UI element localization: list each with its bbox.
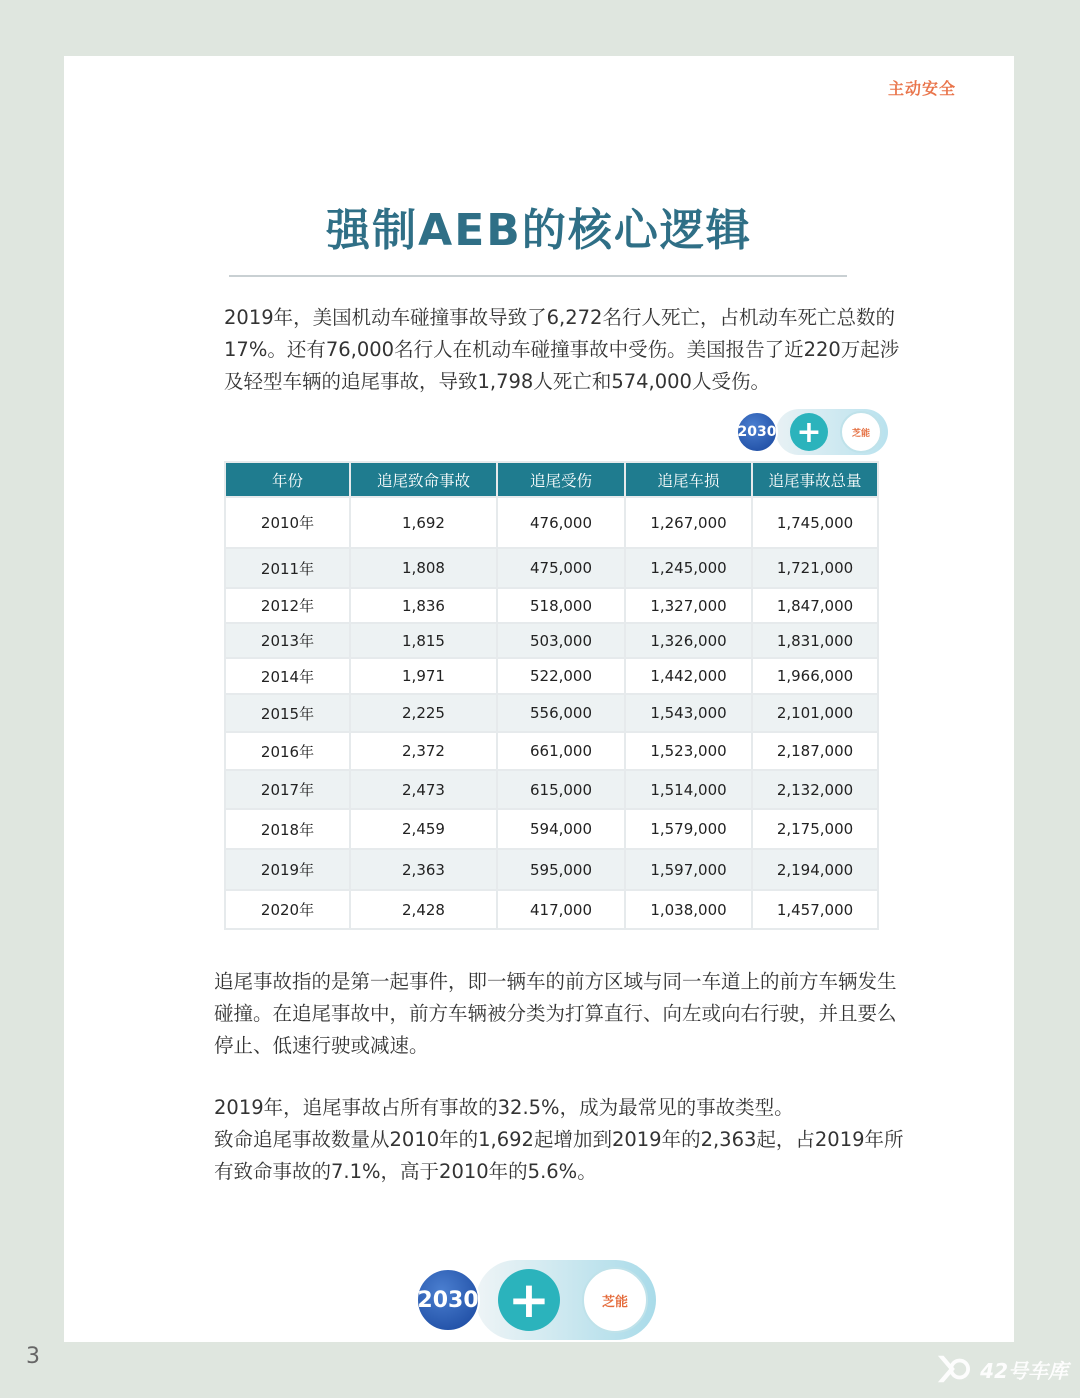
table-cell: 1,971 [351, 659, 496, 693]
table-cell: 1,847,000 [753, 589, 877, 622]
table-row [226, 498, 877, 547]
table-cell: 2019年 [226, 850, 349, 889]
definition-paragraph: 追尾事故指的是第一起事件，即一辆车的前方区域与同一车道上的前方车辆发生碰撞。在追尾事故中，前方车辆被分类为打算直行、向左或向右行驶，并且要么停止、低速行驶或减速。 [214, 970, 897, 1057]
table-cell: 2,225 [351, 695, 496, 731]
header-year: 年份 [226, 463, 349, 496]
table-cell: 1,543,000 [626, 695, 751, 731]
table-cell: 2020年 [226, 891, 349, 928]
table-cell: 1,327,000 [626, 589, 751, 622]
table-row [226, 589, 877, 622]
table-cell: 476,000 [498, 498, 624, 547]
table-cell: 1,836 [351, 589, 496, 622]
table-cell: 1,692 [351, 498, 496, 547]
logo-group-large [416, 1260, 648, 1340]
table-cell: 1,597,000 [626, 850, 751, 889]
table-header-row [226, 463, 877, 496]
table-cell: 2012年 [226, 589, 349, 622]
2030-logo-icon: 2030 [416, 1268, 480, 1332]
table-row [226, 771, 877, 808]
table-cell: 1,966,000 [753, 659, 877, 693]
2030-logo-icon: 2030 [736, 411, 778, 453]
table-cell: 475,000 [498, 549, 624, 587]
table-cell: 1,514,000 [626, 771, 751, 808]
brand-logo-icon: 芝能 [840, 411, 882, 453]
table-cell: 2,187,000 [753, 733, 877, 769]
table-row [226, 695, 877, 731]
header-total: 追尾事故总量 [753, 463, 877, 496]
table-cell: 2,132,000 [753, 771, 877, 808]
page-number: 3 [26, 1344, 40, 1369]
table-row [226, 733, 877, 769]
table-cell: 1,523,000 [626, 733, 751, 769]
table-cell: 1,721,000 [753, 549, 877, 587]
plus-icon: + [498, 1269, 560, 1331]
table-cell: 2016年 [226, 733, 349, 769]
table-cell: 2,194,000 [753, 850, 877, 889]
table-cell: 2,459 [351, 810, 496, 848]
header-injury: 追尾受伤 [498, 463, 624, 496]
table-cell: 2,428 [351, 891, 496, 928]
stats-line-2: 致命追尾事故数量从2010年的1,692起增加到2019年的2,363起，占2019年所有致命事故的7.1%，高于2010年的5.6%。 [214, 1128, 904, 1183]
table-cell: 595,000 [498, 850, 624, 889]
table-cell: 1,457,000 [753, 891, 877, 928]
header-fatal: 追尾致命事故 [351, 463, 496, 496]
table-cell: 2010年 [226, 498, 349, 547]
table-cell: 1,815 [351, 624, 496, 657]
table-row [226, 624, 877, 657]
table-cell: 1,245,000 [626, 549, 751, 587]
document-page [64, 56, 1014, 1342]
table-cell: 1,267,000 [626, 498, 751, 547]
table-cell: 2014年 [226, 659, 349, 693]
table-cell: 417,000 [498, 891, 624, 928]
stats-paragraph [214, 1092, 914, 1188]
header-damage: 追尾车损 [626, 463, 751, 496]
watermark [934, 1352, 1068, 1386]
table-cell: 1,808 [351, 549, 496, 587]
table-row [226, 810, 877, 848]
table-cell: 1,442,000 [626, 659, 751, 693]
page-title: 强制AEB的核心逻辑 [326, 205, 752, 256]
table-cell: 1,326,000 [626, 624, 751, 657]
table-cell: 1,038,000 [626, 891, 751, 928]
table-cell: 2015年 [226, 695, 349, 731]
table-cell: 2013年 [226, 624, 349, 657]
title-divider [229, 275, 847, 277]
table-row [226, 891, 877, 928]
table-row [226, 850, 877, 889]
stats-line-1: 2019年，追尾事故占所有事故的32.5%，成为最常见的事故类型。 [214, 1096, 794, 1119]
table-cell: 594,000 [498, 810, 624, 848]
table-cell: 503,000 [498, 624, 624, 657]
table-cell: 556,000 [498, 695, 624, 731]
logo-group-small [736, 408, 882, 456]
intro-paragraph: 2019年，美国机动车碰撞事故导致了6,272名行人死亡，占机动车死亡总数的17%。还有76,000名行人在机动车碰撞事故中受伤。美国报告了近220万起涉及轻型车辆的追尾事故，导致1,798人死亡和574,000人受伤。 [224, 306, 900, 393]
table-cell: 522,000 [498, 659, 624, 693]
table-cell: 661,000 [498, 733, 624, 769]
table-cell: 2,372 [351, 733, 496, 769]
table-cell: 2011年 [226, 549, 349, 587]
plus-icon: + [790, 413, 828, 451]
table-cell: 2,473 [351, 771, 496, 808]
brand-logo-icon: 芝能 [582, 1267, 648, 1333]
table-row [226, 659, 877, 693]
watermark-logo-icon [934, 1352, 972, 1386]
table-cell: 2,175,000 [753, 810, 877, 848]
rear-end-crash-table [224, 461, 879, 930]
table-row [226, 549, 877, 587]
section-tag: 主动安全 [887, 79, 956, 98]
table-cell: 2018年 [226, 810, 349, 848]
watermark-text: 42号车库 [980, 1358, 1068, 1383]
table-cell: 1,579,000 [626, 810, 751, 848]
table-cell: 2017年 [226, 771, 349, 808]
table-cell: 2,363 [351, 850, 496, 889]
table-cell: 518,000 [498, 589, 624, 622]
table-cell: 615,000 [498, 771, 624, 808]
table-cell: 1,831,000 [753, 624, 877, 657]
table-cell: 1,745,000 [753, 498, 877, 547]
table-cell: 2,101,000 [753, 695, 877, 731]
